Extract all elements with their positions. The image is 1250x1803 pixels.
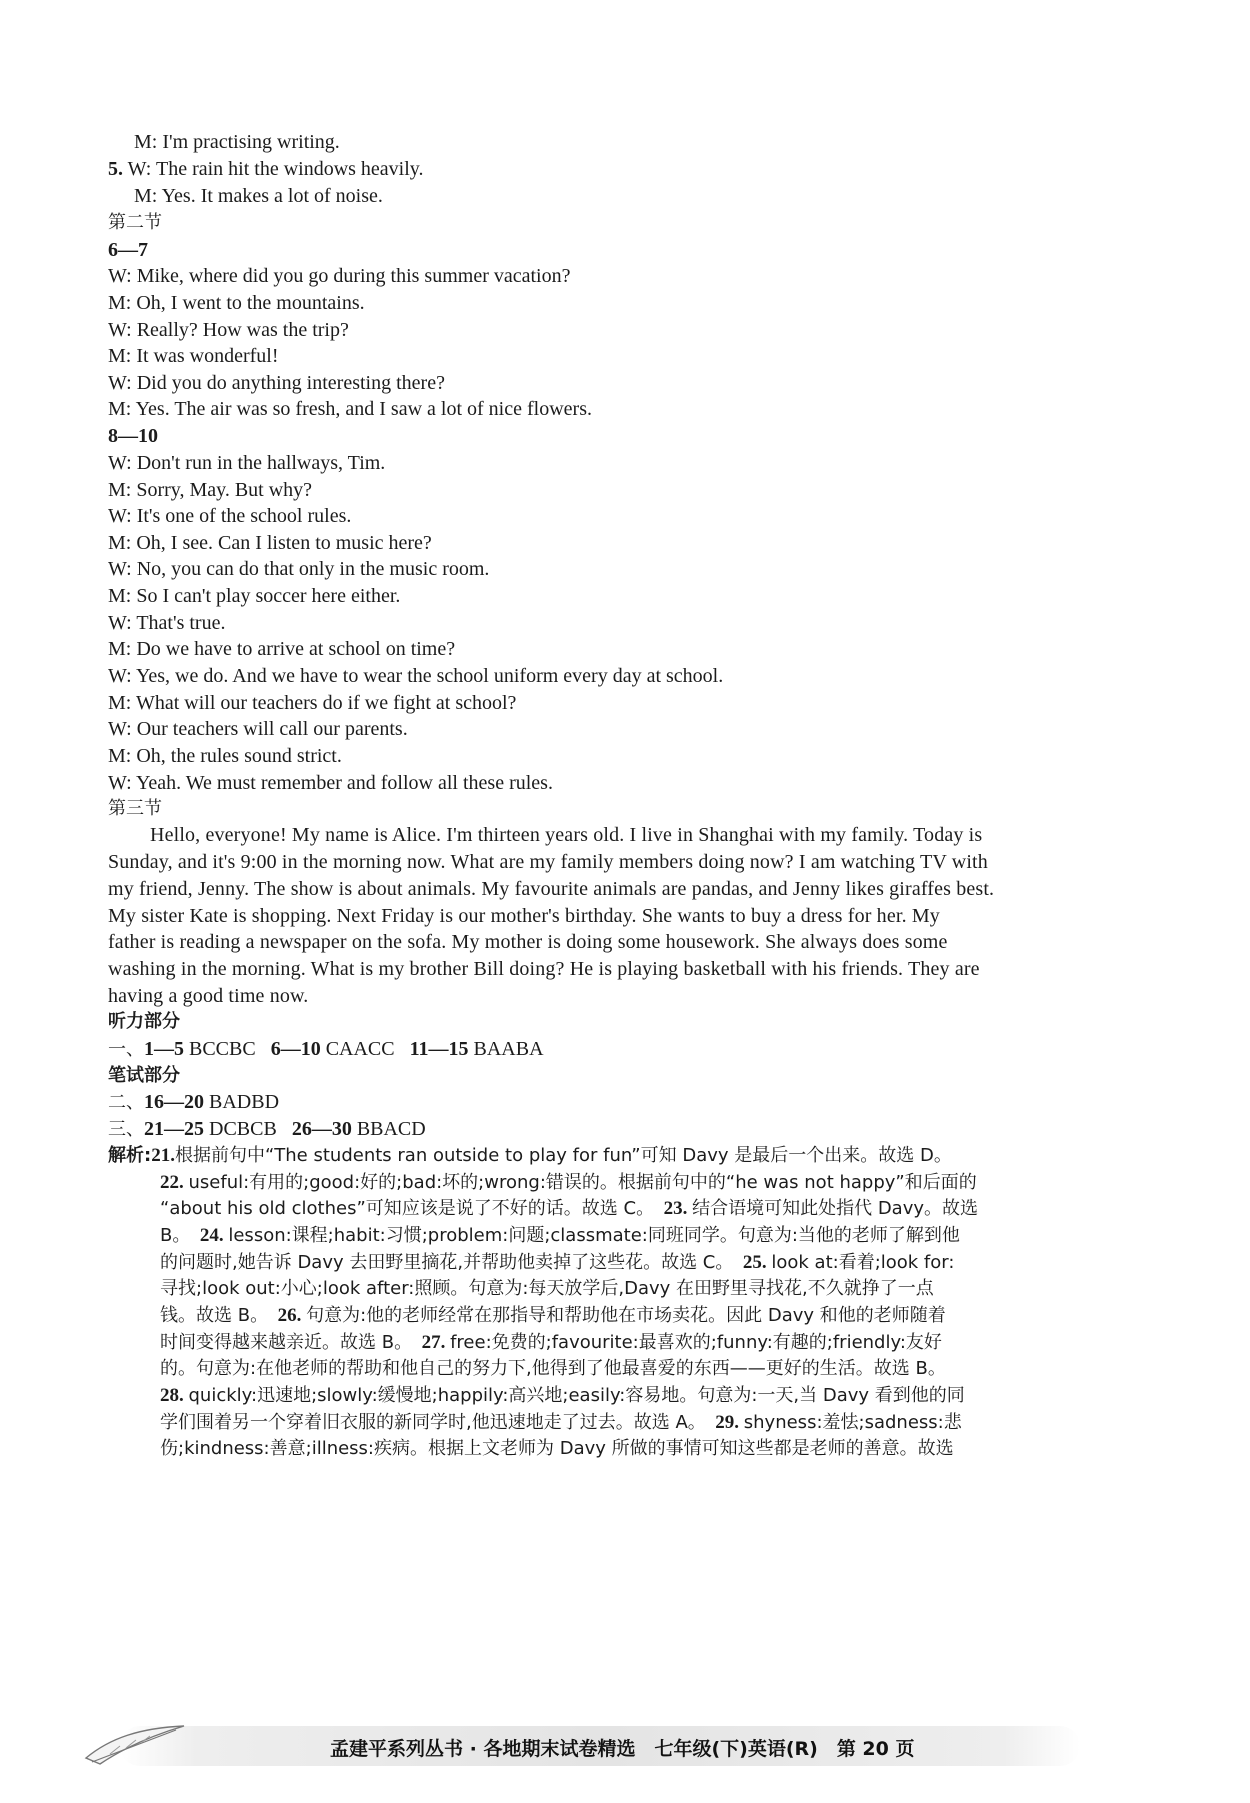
dialog-line: M: Oh, I see. Can I listen to music here? [108,532,432,554]
answer-range: 16—20 [144,1091,204,1113]
passage-line: father is reading a newspaper on the sofa. My mother is doing some housework. She always does some [108,931,948,953]
analysis-text: 伤;kindness:善意;illness:疾病。根据上文老师为 Davy 所做的事情可知这些都是老师的善意。故选 [160,1438,954,1459]
analysis-text: shyness:羞怯;sadness:悲 [743,1412,962,1433]
dialog-line: W: Yeah. We must remember and follow all these rules. [108,772,553,794]
dialog-line: W: Did you do anything interesting there? [108,372,445,394]
answer-prefix: 二、 [108,1092,144,1113]
dialog-line: M: Oh, I went to the mountains. [108,292,365,314]
dialog-line: M: Do we have to arrive at school on time? [108,638,456,660]
dialog-line: W: Mike, where did you go during this summer vacation? [108,265,571,287]
dialog-line: M: Sorry, May. But why? [108,479,313,501]
answer-key: BBACD [356,1118,426,1140]
section-heading: 第二节 [108,212,162,233]
item-number: 5. [108,158,123,180]
dialog-line: W: Our teachers will call our parents. [108,718,408,740]
answer-range: 6—10 [270,1038,321,1060]
analysis-line [160,1169,977,1197]
answer-key: CAACC [325,1038,395,1060]
analysis-line [160,1329,942,1357]
dialog-line-numbered [108,155,424,183]
analysis-line [160,1275,934,1303]
passage-line: Hello, everyone! My name is Alice. I'm thirteen years old. I live in Shanghai with my family. Today is [150,824,983,846]
written-answers-3 [108,1115,426,1144]
analysis-line [160,1409,962,1437]
listening-heading: 听力部分 [108,1011,180,1032]
analysis-number: 27. [421,1332,446,1353]
analysis-text: “about his old clothes”可知应该是说了不好的话。故选 C。 [160,1198,655,1219]
analysis-number: 28. [160,1385,184,1406]
section-heading: 第三节 [108,798,162,819]
dialog-text: W: The rain hit the windows heavily. [127,158,424,180]
answer-key: DCBCB [209,1118,277,1140]
analysis-line [160,1382,965,1410]
answer-key: BAABA [473,1038,544,1060]
analysis-text: 句意为:他的老师经常在那指导和帮助他在市场卖花。因此 Davy 和他的老师随着 [306,1305,946,1326]
analysis-number: 29. [715,1412,740,1433]
analysis-number: 24. [199,1225,224,1246]
analysis-line [160,1302,946,1330]
answer-range: 11—15 [409,1038,469,1060]
analysis-text: 的问题时,她告诉 Davy 去田野里摘花,并帮助他卖掉了这些花。故选 C。 [160,1252,734,1273]
analysis-line [160,1249,954,1277]
analysis-number: 23. [663,1198,688,1219]
question-range: 6—7 [108,239,148,261]
analysis-text: quickly:迅速地;slowly:缓慢地;happily:高兴地;easily:容易地。句意为:一天,当 Davy 看到他的同 [188,1385,965,1406]
dialog-line: M: It was wonderful! [108,345,279,367]
answer-prefix: 一、 [108,1039,144,1060]
passage-line: washing in the morning. What is my brother Bill doing? He is playing basketball with his friends. They are [108,958,980,980]
dialog-line: M: Oh, the rules sound strict. [108,745,342,767]
passage-line: having a good time now. [108,985,309,1007]
written-heading: 笔试部分 [108,1065,180,1086]
dialog-line: M: Yes. It makes a lot of noise. [134,185,383,207]
dialog-line: W: No, you can do that only in the music room. [108,558,490,580]
analysis-label: 解析: [108,1145,152,1166]
question-range: 8—10 [108,425,158,447]
dialog-line: M: Yes. The air was so fresh, and I saw a lot of nice flowers. [108,398,592,420]
analysis-line [160,1222,960,1250]
dialog-line: M: What will our teachers do if we fight at school? [108,692,517,714]
analysis-line [160,1435,954,1463]
analysis-number: 21. [151,1145,175,1166]
listening-answers [108,1035,544,1064]
passage-line: my friend, Jenny. The show is about animals. My favourite animals are pandas, and Jenny likes giraffes best. [108,878,995,900]
dialog-line: W: That's true. [108,612,226,634]
footer-title: 孟建平系列丛书 · 各地期末试卷精选 七年级(下)英语(R) 第 20 页 [330,1738,915,1760]
analysis-text: 钱。故选 B。 [160,1305,269,1326]
analysis-line [160,1355,946,1383]
answer-range: 21—25 [144,1118,204,1140]
passage-line: Sunday, and it's 9:00 in the morning now. What are my family members doing now? I am watching TV with [108,851,988,873]
analysis-text: look at:看着;look for: [771,1252,955,1273]
dialog-line: M: I'm practising writing. [134,131,340,153]
analysis-number: 25. [742,1252,767,1273]
dialog-line: W: Yes, we do. And we have to wear the school uniform every day at school. [108,665,724,687]
answer-range: 26—30 [291,1118,352,1140]
answer-prefix: 三、 [108,1119,144,1140]
dialog-line: W: Don't run in the hallways, Tim. [108,452,386,474]
analysis-text: 根据前句中“The students ran outside to play for fun”可知 Davy 是最后一个出来。故选 D。 [174,1145,952,1166]
analysis-line [108,1142,952,1170]
analysis-text: 时间变得越来越亲近。故选 B。 [160,1332,413,1353]
analysis-text: useful:有用的;good:好的;bad:坏的;wrong:错误的。根据前句中的“he was not happy”和后面的 [188,1172,977,1193]
written-answers-2 [108,1088,279,1117]
dialog-line: W: It's one of the school rules. [108,505,352,527]
dialog-line: M: So I can't play soccer here either. [108,585,401,607]
analysis-text: 寻找;look out:小心;look after:照顾。句意为:每天放学后,Davy 在田野里寻找花,不久就挣了一点 [160,1278,934,1299]
analysis-text: B。 [160,1225,191,1246]
page-footer [80,1718,1030,1774]
analysis-text: 结合语境可知此处指代 Davy。故选 [692,1198,979,1219]
answer-range: 1—5 [144,1038,184,1060]
analysis-number: 26. [277,1305,302,1326]
answer-key: BCCBC [189,1038,256,1060]
analysis-line [160,1195,978,1223]
passage-line: My sister Kate is shopping. Next Friday is our mother's birthday. She wants to buy a dress for her. My [108,905,940,927]
analysis-number: 22. [160,1172,184,1193]
answer-key: BADBD [209,1091,280,1113]
analysis-text: 学们围着另一个穿着旧衣服的新同学时,他迅速地走了过去。故选 A。 [160,1412,706,1433]
analysis-text: 的。句意为:在他老师的帮助和他自己的努力下,他得到了他最喜爱的东西——更好的生活。故选 B。 [160,1358,946,1379]
analysis-text: lesson:课程;habit:习惯;problem:问题;classmate:同班同学。句意为:当他的老师了解到他 [228,1225,960,1246]
dialog-line: W: Really? How was the trip? [108,319,349,341]
feather-pen-icon [80,1718,190,1774]
analysis-text: free:免费的;favourite:最喜欢的;funny:有趣的;friendly:友好 [450,1332,942,1353]
